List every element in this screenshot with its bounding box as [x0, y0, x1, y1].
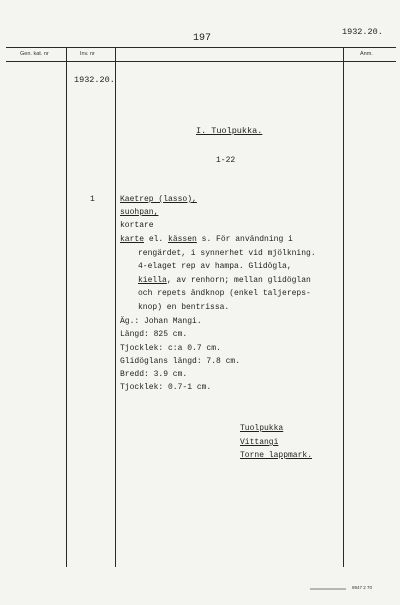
column-rule-anm [343, 47, 344, 567]
entry-kortare: kortare [120, 221, 154, 230]
item-number: 1 [90, 195, 95, 204]
entry-el: el. [144, 235, 169, 244]
header-bottom-rule [6, 61, 396, 62]
place-line-1: Tuolpukka [240, 424, 284, 433]
entry-owner: Äg.: Johan Mangi. [120, 317, 202, 326]
col-inv-nr: Inv. nr [80, 51, 95, 57]
entry-use-line [120, 236, 293, 244]
entry-rengarden: rengärdet, i synnerhet vid mjölkning. [138, 249, 316, 258]
entry-4elaget: 4-elaget rep av hampa. Glidögla, [138, 262, 292, 271]
footer-number: 8947 2 70 [352, 585, 373, 590]
column-rule-gen-kat [66, 47, 67, 567]
section-title: I. Tuolpukka. [196, 126, 263, 136]
entry-kiella-line [138, 277, 311, 285]
entry-thickness-1: Tjocklek: c:a 0.7 cm. [120, 344, 221, 353]
entry-width: Bredd: 3.9 cm. [120, 370, 188, 379]
place-line-3: Torne lappmark. [240, 451, 313, 460]
entry-kassen: kässen [168, 235, 197, 244]
entry-use-rest: s. För användning i [196, 235, 293, 244]
entry-thickness-2: Tjocklek: 0.7-1 cm. [120, 383, 212, 392]
range: 1-22 [216, 156, 236, 165]
entry-loop-length: Glidöglans längd: 7.8 cm. [120, 357, 241, 366]
inv-value: 1932.20. [74, 75, 115, 85]
entry-knop: knop) en bentrissa. [138, 303, 230, 312]
col-anm: Anm. [360, 51, 373, 57]
footer-print-mark [310, 588, 346, 590]
entry-karte: karte [120, 235, 145, 244]
entry-length: Längd: 825 cm. [120, 330, 188, 339]
entry-name-lasso: Kaetrep (lasso), [120, 195, 197, 204]
col-gen-kat-nr: Gen. kat. nr [20, 51, 49, 57]
entry-kiella-rest: , av renhorn; mellan glidöglan [166, 276, 311, 285]
header-top-rule [6, 47, 396, 48]
entry-kiella: kiella [138, 276, 167, 285]
column-rule-inv [115, 47, 116, 567]
entry-name-suohpan: suohpan, [120, 208, 159, 217]
place-line-2: Vittangi [240, 438, 279, 447]
page-number: 197 [193, 33, 212, 44]
top-right-number: 1932.20. [342, 27, 383, 37]
entry-repets: och repets ändknop (enkel taljereps- [138, 289, 311, 298]
